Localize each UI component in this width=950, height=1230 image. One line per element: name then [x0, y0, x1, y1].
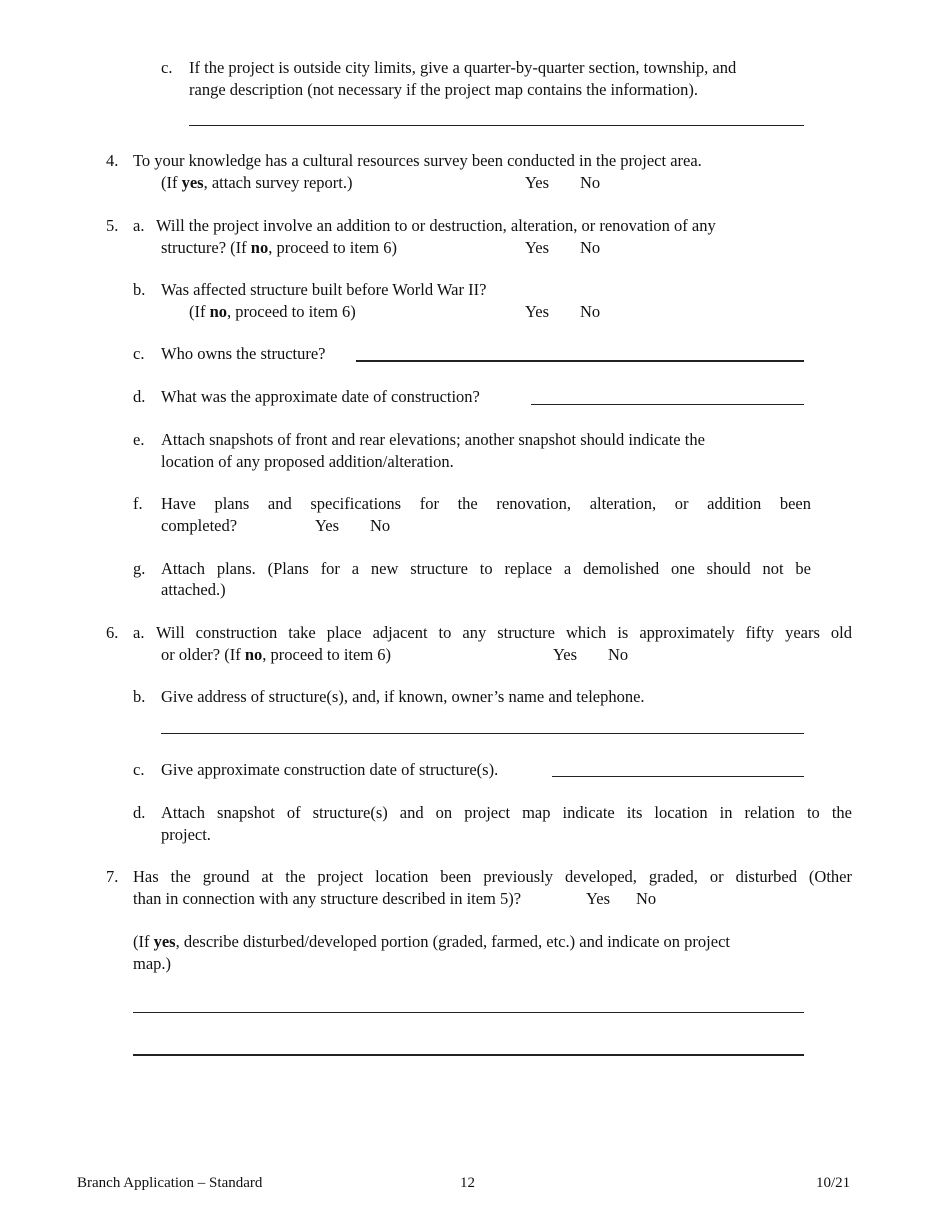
item-6d-line2: project. [161, 825, 211, 844]
item-6a-letter: a. [133, 623, 145, 642]
item-5f-line2: completed? [161, 516, 238, 535]
item-7-number: 7. [106, 867, 119, 886]
item-7-yes-option[interactable]: Yes [586, 889, 611, 908]
item-5e-line1: Attach snapshots of front and rear elevations; another snapshot should indicate the [161, 430, 705, 449]
item-7-note-pre: (If [133, 932, 154, 951]
item-4-subtext-bold: yes [181, 173, 204, 192]
item-5a-line2-pre: structure? (If [161, 238, 251, 257]
item-5b-no-option[interactable]: No [580, 302, 601, 321]
item-5a-no-option[interactable]: No [580, 238, 601, 257]
item-7-note-post: , describe disturbed/developed portion (graded, farmed, etc.) and indicate on project [175, 932, 730, 951]
item-5c-letter: c. [133, 344, 145, 363]
footer-document-title: Branch Application – Standard [77, 1175, 263, 1191]
footer-revision-date: 10/21 [816, 1175, 851, 1191]
item-6b-text: Give address of structure(s), and, if known, owner’s name and telephone. [161, 687, 645, 706]
item-4-number: 4. [106, 151, 119, 170]
item-4-subtext-pre: (If [161, 173, 182, 192]
item-7-answer-line-2[interactable] [133, 1054, 804, 1056]
item-6b-answer-line[interactable] [161, 733, 804, 734]
item-5b-line1: Was affected structure built before World War II? [161, 280, 487, 299]
item-6a-line2-pre: or older? (If [161, 645, 245, 664]
item-4-question: To your knowledge has a cultural resources survey been conducted in the project area. [133, 151, 702, 170]
item-3c-line1: If the project is outside city limits, give a quarter-by-quarter section, township, and [189, 58, 737, 77]
item-7-no-option[interactable]: No [636, 889, 657, 908]
item-7-line2: than in connection with any structure described in item 5)? [133, 889, 522, 908]
item-7-line1: Has the ground at the project location been previously developed, graded, or disturbed (Other [133, 867, 852, 886]
item-5d-text: What was the approximate date of construction? [161, 387, 480, 406]
item-6d-letter: d. [133, 803, 146, 822]
item-5b-line2-post: , proceed to item 6) [227, 302, 356, 321]
item-7-note-bold: yes [153, 932, 176, 951]
item-6c-answer-line[interactable] [552, 776, 804, 777]
item-4-subtext [161, 172, 353, 194]
item-7-note-line2: map.) [133, 954, 172, 973]
item-3c-letter: c. [161, 58, 173, 77]
item-5a-line1: Will the project involve an addition to or destruction, alteration, or renovation of any [156, 216, 716, 235]
item-6a-line2 [161, 644, 391, 666]
item-5f-letter: f. [133, 494, 143, 513]
item-5a-line2-post: , proceed to item 6) [268, 238, 397, 257]
item-6a-no-option[interactable]: No [608, 645, 629, 664]
item-5b-letter: b. [133, 280, 146, 299]
item-5g-letter: g. [133, 559, 146, 578]
item-5d-letter: d. [133, 387, 146, 406]
item-5f-yes-option[interactable]: Yes [315, 516, 340, 535]
item-5c-answer-line[interactable] [356, 360, 804, 362]
item-6c-letter: c. [133, 760, 145, 779]
item-5b-line2-pre: (If [189, 302, 210, 321]
item-5e-letter: e. [133, 430, 145, 449]
item-5b-line2 [189, 301, 356, 323]
item-6c-text: Give approximate construction date of structure(s). [161, 760, 499, 779]
item-5g-line2: attached.) [161, 580, 226, 599]
item-5a-line2 [161, 237, 397, 259]
item-5f-line1: Have plans and specifications for the renovation, alteration, or addition been [161, 494, 811, 513]
item-5f-no-option[interactable]: No [370, 516, 391, 535]
item-7-answer-line-1[interactable] [133, 1012, 804, 1013]
item-5g-line1: Attach plans. (Plans for a new structure to replace a demolished one should not be [161, 559, 811, 578]
item-6a-line2-post: , proceed to item 6) [262, 645, 392, 664]
item-5a-line2-bold: no [250, 238, 269, 257]
item-5a-letter: a. [133, 216, 145, 235]
item-4-no-option[interactable]: No [580, 173, 601, 192]
item-5b-yes-option[interactable]: Yes [525, 302, 550, 321]
item-6a-line1: Will construction take place adjacent to any structure which is approximately fifty years old [156, 623, 852, 642]
item-5c-text: Who owns the structure? [161, 344, 326, 363]
item-5-number: 5. [106, 216, 119, 235]
item-3c-answer-line[interactable] [189, 125, 804, 126]
item-5b-line2-bold: no [209, 302, 228, 321]
item-7-note-line1 [133, 931, 730, 953]
item-6a-line2-bold: no [244, 645, 263, 664]
item-6b-letter: b. [133, 687, 146, 706]
item-4-subtext-post: , attach survey report.) [203, 173, 353, 192]
item-6a-yes-option[interactable]: Yes [553, 645, 578, 664]
item-5e-line2: location of any proposed addition/alteration. [161, 452, 454, 471]
item-6d-line1: Attach snapshot of structure(s) and on project map indicate its location in relation to the [161, 803, 852, 822]
item-4-yes-option[interactable]: Yes [525, 173, 550, 192]
item-6-number: 6. [106, 623, 119, 642]
footer-page-number: 12 [460, 1175, 475, 1191]
item-5a-yes-option[interactable]: Yes [525, 238, 550, 257]
item-5d-answer-line[interactable] [531, 404, 804, 405]
item-3c-line2: range description (not necessary if the project map contains the information). [189, 80, 699, 99]
